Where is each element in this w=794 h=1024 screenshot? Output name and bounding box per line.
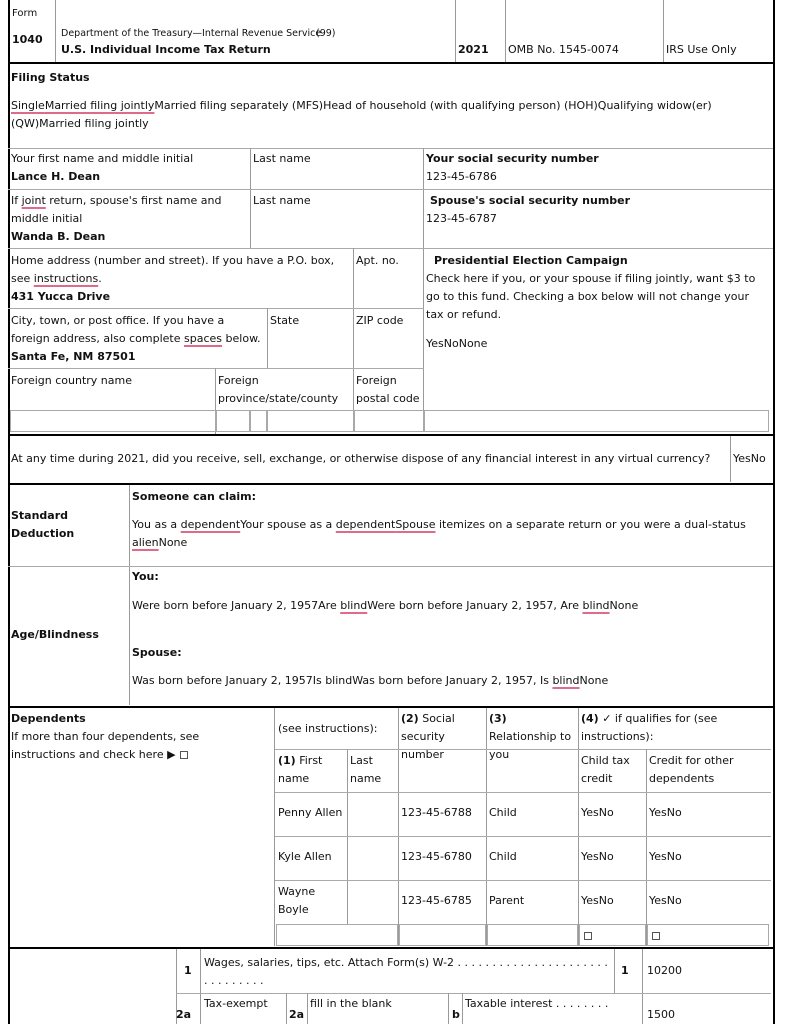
ab-text: Was born before January 2, 1957Is blindWas born before January 2, 1957, Is (132, 674, 549, 687)
dependent-4-rel-input[interactable] (487, 924, 578, 946)
dependent-3-odc[interactable]: YesNo (649, 894, 682, 907)
header-divider (663, 0, 664, 62)
state-label: State (270, 314, 300, 327)
foreign-country-label: Foreign country name (11, 374, 132, 387)
col-divider (448, 993, 449, 1024)
foreign-province-label: Foreign province/state/county (218, 374, 339, 405)
dependent-2-ssn[interactable]: 123-45-6780 (401, 850, 472, 863)
home-address-value[interactable]: 431 Yucca Drive (11, 290, 111, 303)
col-divider (267, 308, 268, 368)
see-instructions: (see instructions): (278, 722, 378, 735)
instructions-link[interactable]: instructions (33, 272, 99, 285)
option-mfs[interactable]: Married filing separately (MFS) (154, 99, 324, 112)
line2a-input[interactable]: fill in the blank (310, 997, 392, 1010)
filing-status-heading: Filing Status (11, 71, 90, 84)
col3-text: Relationship to you (489, 730, 572, 761)
blind-link-2[interactable]: blind (582, 599, 610, 612)
zip-label: ZIP code (356, 314, 404, 327)
line1-box: 1 (621, 964, 629, 977)
col-divider (307, 993, 308, 1024)
col-divider (462, 993, 463, 1024)
dependent-1-ctc[interactable]: YesNo (581, 806, 614, 819)
col1-header (278, 752, 344, 788)
header-divider (505, 0, 506, 62)
dependent-4-odc-checkbox[interactable] (652, 932, 660, 940)
col-divider (730, 436, 731, 482)
col2-num: (2) (401, 712, 419, 725)
home-address-label-end: . (98, 272, 102, 285)
city-label-end: below. (225, 332, 261, 345)
col4-text: ✓ if qualifies for (see instructions): (581, 712, 718, 743)
col-divider (129, 485, 130, 705)
child-credit-header: Child tax credit (581, 754, 630, 785)
virtual-currency-options[interactable]: YesNo (733, 452, 766, 465)
dependent-link-2[interactable]: dependent (335, 518, 396, 531)
foreign-province-input-b[interactable] (250, 410, 267, 432)
dependent-4-ssn-input[interactable] (399, 924, 486, 946)
ssn-value[interactable]: 123-45-6786 (426, 170, 497, 183)
line2a-box: 2a (289, 1008, 305, 1021)
rule (8, 62, 773, 64)
form-title: U.S. Individual Income Tax Return (61, 43, 271, 56)
form-label: Form (12, 8, 38, 19)
spouse-ssn-value[interactable]: 123-45-6787 (426, 212, 497, 225)
rule (8, 706, 773, 708)
first-name-value[interactable]: Lance H. Dean (11, 170, 101, 183)
presidential-text: Check here if you, or your spouse if filing jointly, want $3 to go to this fund. Checking a box below will not change your tax or refund. (426, 272, 756, 321)
rule (275, 836, 771, 837)
dependent-4-ctc-checkbox[interactable] (584, 932, 592, 940)
department: Department of the Treasury—Internal Revenue Service (61, 28, 322, 39)
rule (8, 483, 773, 485)
omb-number: OMB No. 1545-0074 (508, 43, 619, 56)
col-divider (274, 708, 275, 946)
dependent-1-name[interactable]: Penny Allen (278, 806, 343, 819)
irs-use-only: IRS Use Only (666, 43, 737, 56)
line2a-label: Tax-exempt (204, 997, 268, 1010)
dependent-4-name-input[interactable] (276, 924, 398, 946)
standard-deduction-options (132, 516, 764, 552)
dependent-4-ctc-cell (579, 924, 646, 946)
line2b-label: Taxable interest . . . . . . . . (465, 997, 609, 1010)
option-hoh[interactable]: Head of household (with qualifying person) (HOH) (323, 99, 598, 112)
other-credit-header: Credit for other dependents (649, 754, 734, 785)
dependent-3-ssn[interactable]: 123-45-6785 (401, 894, 472, 907)
foreign-province-input-c[interactable] (267, 410, 354, 432)
col-divider (614, 949, 615, 993)
form-number: 1040 (12, 33, 43, 46)
dependent-3-ctc[interactable]: YesNo (581, 894, 614, 907)
option-married-jointly-2[interactable]: Married filing jointly (39, 117, 149, 130)
city-label-text: City, town, or post office. If you have a foreign address, also complete (11, 314, 225, 345)
rule (8, 189, 773, 190)
department-code: (99) (316, 28, 336, 39)
dependents-heading: Dependents (11, 712, 86, 725)
spouse-options (132, 672, 608, 690)
rule (8, 148, 773, 149)
line2b-number: b (452, 1008, 460, 1021)
col-divider (286, 993, 287, 1024)
spaces-link[interactable]: spaces (184, 332, 223, 345)
foreign-province-input-a[interactable] (216, 410, 250, 432)
spouse-none[interactable]: None (579, 674, 609, 687)
spouse-heading: Spouse: (132, 646, 182, 659)
dependent-2-odc[interactable]: YesNo (649, 850, 682, 863)
tax-year: 2021 (458, 43, 489, 56)
dependent-2-name[interactable]: Kyle Allen (278, 850, 332, 863)
dependent-1-odc[interactable]: YesNo (649, 806, 682, 819)
you-none[interactable]: None (609, 599, 639, 612)
col-divider (250, 148, 251, 248)
col3-header (489, 710, 577, 764)
rule (8, 566, 773, 567)
dependent-2-ctc[interactable]: YesNo (581, 850, 614, 863)
sd-text: itemizes on a separate return or you were a dual-status (438, 518, 746, 531)
rule (8, 947, 773, 949)
rule (275, 880, 771, 881)
city-value[interactable]: Santa Fe, NM 87501 (11, 350, 136, 363)
col-divider (423, 148, 424, 410)
dependents-note (11, 728, 266, 764)
dependent-4-odc-cell (647, 924, 769, 946)
spouse-last-name-label: Last name (253, 194, 311, 207)
presidential-heading: Presidential Election Campaign (434, 254, 628, 267)
blind-link[interactable]: blind (340, 599, 368, 612)
more-dependents-checkbox[interactable] (180, 751, 188, 759)
spouse-name-value[interactable]: Wanda B. Dean (11, 230, 106, 243)
blind-link-3[interactable]: blind (552, 674, 580, 687)
age-blindness-label: Age/Blindness (11, 628, 99, 641)
spouse-label-text: If (11, 194, 19, 207)
line2a-number: 2a (176, 1008, 192, 1021)
col-divider (486, 708, 487, 946)
col2-text: Social security number (401, 712, 455, 761)
col2-header (401, 710, 483, 764)
rule (8, 434, 773, 436)
col4-num: (4) (581, 712, 599, 725)
ab-text: Were born before January 2, 1957, Are (367, 599, 579, 612)
col-divider (353, 248, 354, 410)
foreign-postal-input[interactable] (354, 410, 424, 432)
spouse-link[interactable]: Spouse (395, 518, 436, 531)
last-name-label: Last name (253, 152, 311, 165)
you-options (132, 597, 638, 615)
filing-status-options (11, 97, 763, 133)
apt-label: Apt. no. (356, 254, 399, 267)
col-divider (398, 708, 399, 946)
line1-value[interactable]: 10200 (647, 964, 682, 977)
dependent-3-name[interactable]: Wayne Boyle (278, 885, 316, 916)
ssn-label: Your social security number (426, 152, 599, 165)
sd-none[interactable]: None (158, 536, 188, 549)
dependents-note-text: If more than four dependents, see instructions and check here ▶ (11, 730, 200, 761)
line2b-value[interactable]: 1500 (647, 1008, 675, 1021)
col1-text: First name (278, 754, 323, 785)
col1-last-header: Last name (350, 754, 382, 785)
col4-header (581, 710, 766, 746)
dependent-3-rel[interactable]: Parent (489, 894, 525, 907)
virtual-currency-question: At any time during 2021, did you receive, sell, exchange, or otherwise dispose of any financial interest in any virtual currency? (11, 452, 711, 465)
col3-num: (3) (489, 712, 507, 725)
home-address-label-text: Home address (number and street). If you have a P.O. box, see (11, 254, 335, 285)
home-address-label (11, 252, 353, 288)
spouse-name-label (11, 192, 243, 228)
dependent-2-rel[interactable]: Child (489, 850, 517, 863)
alien-link[interactable]: alien (132, 536, 159, 549)
foreign-country-input[interactable] (10, 410, 216, 432)
presidential-options[interactable]: YesNoNone (426, 337, 488, 350)
standard-deduction-label: Standard Deduction (11, 509, 75, 540)
city-label (11, 312, 265, 348)
spouse-label-text: return, spouse's first name and middle initial (11, 194, 222, 225)
option-married-jointly[interactable]: Married filing jointly (44, 99, 155, 112)
you-heading: You: (132, 570, 159, 583)
header-divider (455, 0, 456, 62)
header-divider (55, 0, 56, 62)
someone-can-claim: Someone can claim: (132, 490, 257, 503)
rule (8, 308, 424, 309)
sd-text: Your spouse as a (240, 518, 333, 531)
ab-text: Were born before January 2, 1957Are (132, 599, 337, 612)
col-divider (578, 708, 579, 946)
col-divider (646, 749, 647, 946)
option-single[interactable]: Single (11, 99, 45, 112)
option-qw[interactable]: Qualifying widow(er) (QW) (11, 99, 712, 130)
foreign-extra-input[interactable] (424, 410, 769, 432)
dependent-link[interactable]: dependent (180, 518, 241, 531)
col-divider (200, 949, 201, 1024)
rule (8, 368, 424, 369)
rule (275, 792, 771, 793)
col1-num: (1) (278, 754, 296, 767)
dependent-1-rel[interactable]: Child (489, 806, 517, 819)
rule (176, 993, 771, 994)
joint-link[interactable]: joint (21, 194, 46, 207)
spouse-ssn-label: Spouse's social security number (430, 194, 631, 207)
sd-text: You as a (132, 518, 178, 531)
line1-label: Wages, salaries, tips, etc. Attach Form(s) W-2 . . . . . . . . . . . . . . . . . . . . . . . . . . . . . . . (204, 956, 608, 987)
dependent-1-ssn[interactable]: 123-45-6788 (401, 806, 472, 819)
foreign-postal-label: Foreign postal code (356, 374, 420, 405)
line1-number: 1 (184, 964, 192, 977)
first-name-label: Your first name and middle initial (11, 152, 194, 165)
rule (8, 248, 773, 249)
col-divider (642, 949, 643, 1024)
rule (275, 749, 771, 750)
